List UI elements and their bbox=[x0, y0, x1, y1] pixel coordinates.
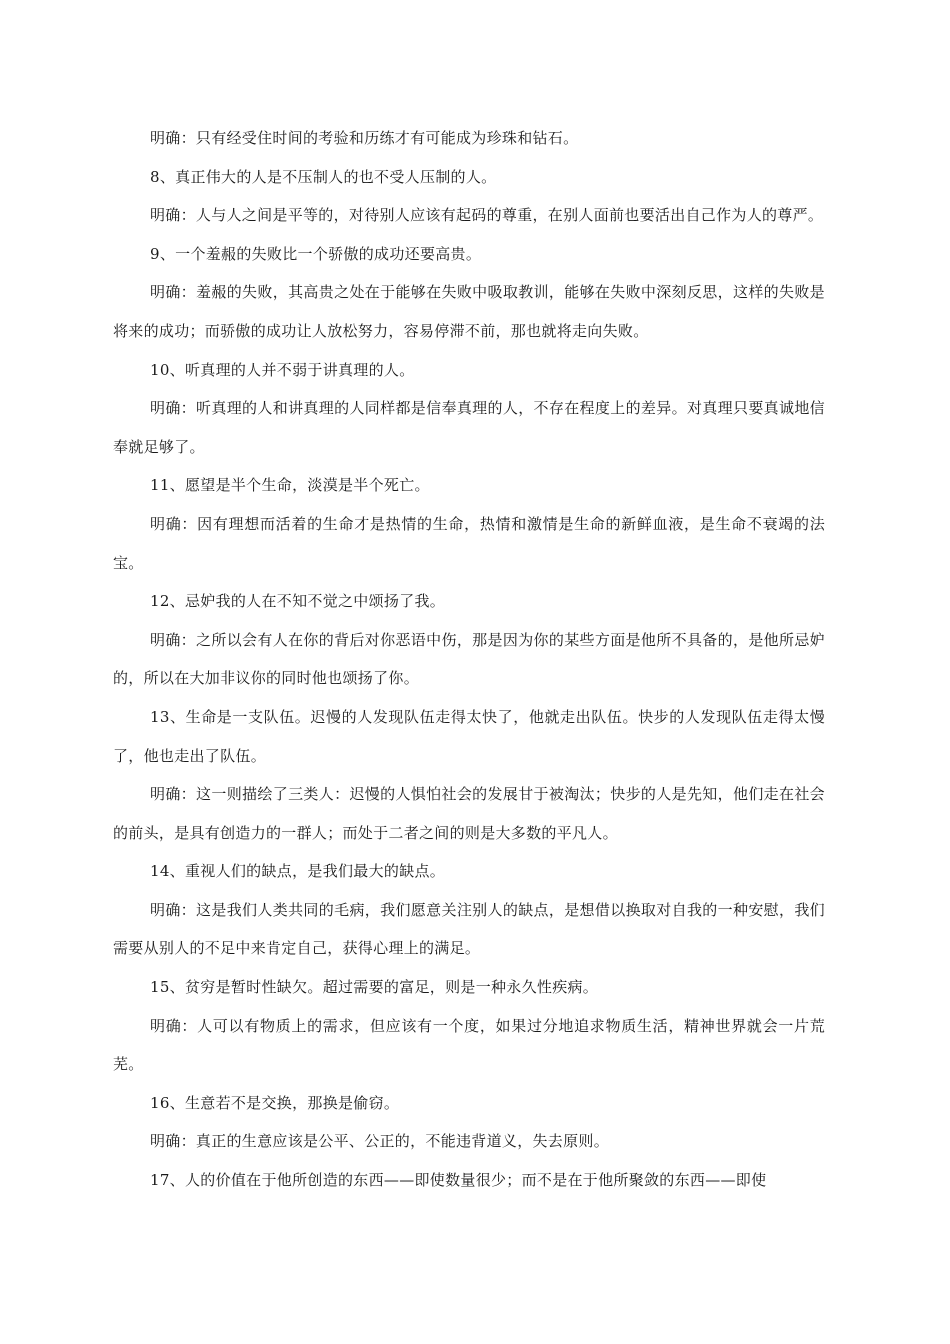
paragraph-aphorism-12: 12、忌妒我的人在不知不觉之中颂扬了我。 bbox=[150, 592, 446, 611]
paragraph-clarification: 明确：人可以有物质上的需求，但应该有一个度，如果过分地追求物质生活，精神世界就会一片荒芜。 bbox=[113, 1016, 825, 1074]
paragraph-aphorism-16: 16、生意若不是交换，那换是偷窃。 bbox=[150, 1093, 400, 1112]
paragraph-clarification: 明确：真正的生意应该是公平、公正的，不能违背道义，失去原则。 bbox=[150, 1132, 610, 1151]
text-body bbox=[113, 119, 825, 1200]
paragraph-clarification: 明确：羞赧的失败，其高贵之处在于能够在失败中吸取教训，能够在失败中深刻反思，这样的失败是将来的成功；而骄傲的成功让人放松努力，容易停滞不前，那也就将走向失败。 bbox=[113, 283, 825, 340]
paragraph-aphorism-15: 15、贫穷是暂时性缺欠。超过需要的富足，则是一种永久性疾病。 bbox=[150, 978, 599, 997]
paragraph-aphorism-14: 14、重视人们的缺点，是我们最大的缺点。 bbox=[150, 862, 446, 881]
paragraph-clarification: 明确：因有理想而活着的生命才是热情的生命，热情和激情是生命的新鲜血液，是生命不衰竭的法宝。 bbox=[113, 514, 825, 572]
paragraph-clarification: 明确：听真理的人和讲真理的人同样都是信奉真理的人，不存在程度上的差异。对真理只要真诚地信奉就足够了。 bbox=[113, 399, 825, 456]
paragraph-aphorism-9: 9、一个羞赧的失败比一个骄傲的成功还要高贵。 bbox=[150, 244, 482, 263]
paragraph-aphorism-8: 8、真正伟大的人是不压制人的也不受人压制的人。 bbox=[150, 167, 497, 186]
paragraph-clarification: 明确：人与人之间是平等的，对待别人应该有起码的尊重，在别人面前也要活出自己作为人的尊严。 bbox=[150, 206, 824, 225]
paragraph-aphorism-10: 10、听真理的人并不弱于讲真理的人。 bbox=[150, 360, 415, 379]
paragraph-aphorism-17: 17、人的价值在于他所创造的东西——即使数量很少；而不是在于他所聚敛的东西——即使 bbox=[150, 1171, 767, 1190]
paragraph-clarification: 明确：之所以会有人在你的背后对你恶语中伤，那是因为你的某些方面是他所不具备的，是他所忌妒的，所以在大加非议你的同时他也颂扬了你。 bbox=[113, 630, 825, 688]
paragraph-clarification: 明确：只有经受住时间的考验和历练才有可能成为珍珠和钻石。 bbox=[150, 129, 579, 147]
paragraph-clarification: 明确：这是我们人类共同的毛病，我们愿意关注别人的缺点，是想借以换取对自我的一种安慰，我们需要从别人的不足中来肯定自己，获得心理上的满足。 bbox=[113, 900, 825, 958]
paragraph-clarification: 明确：这一则描绘了三类人：迟慢的人惧怕社会的发展甘于被淘汰；快步的人是先知，他们走在社会的前头，是具有创造力的一群人；而处于二者之间的则是大多数的平凡人。 bbox=[113, 785, 825, 842]
paragraph-aphorism-13: 13、生命是一支队伍。迟慢的人发现队伍走得太快了，他就走出队伍。快步的人发现队伍走得太慢了，他也走出了队伍。 bbox=[113, 707, 825, 765]
paragraph-aphorism-11: 11、愿望是半个生命，淡漠是半个死亡。 bbox=[150, 476, 430, 495]
